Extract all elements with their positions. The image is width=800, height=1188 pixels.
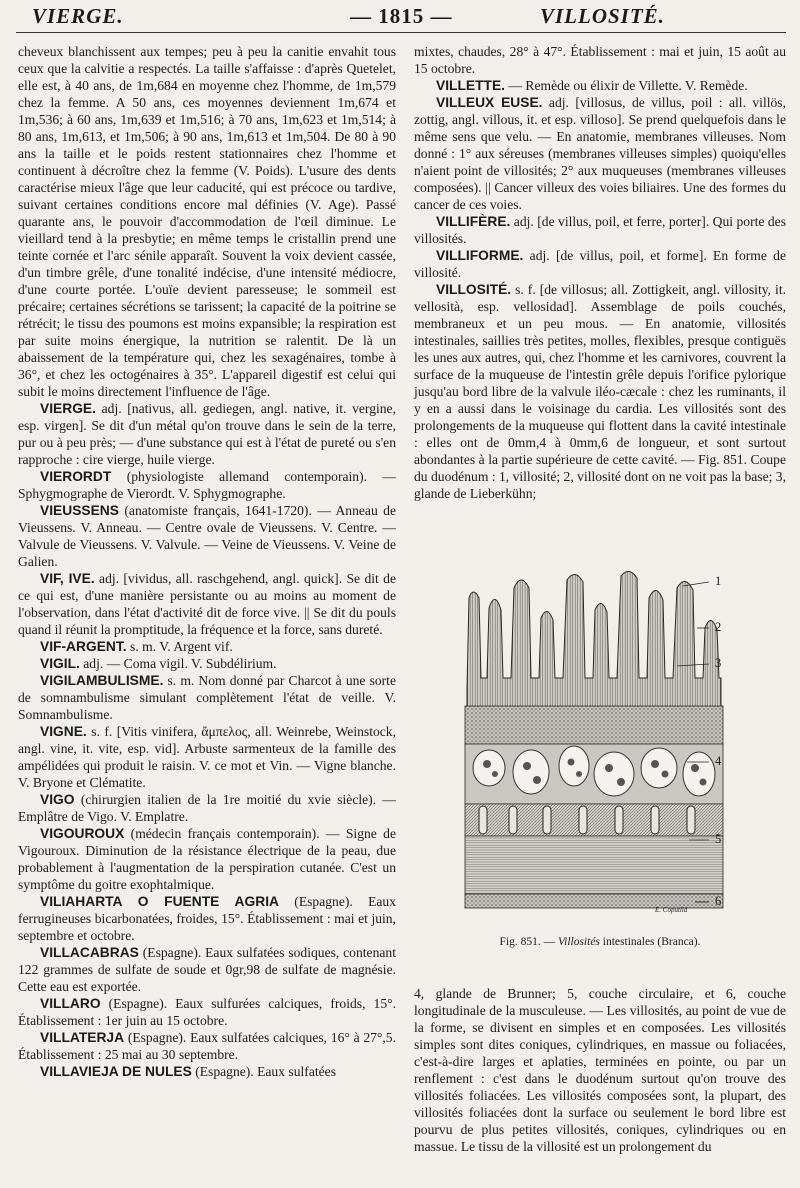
entry-text: (chirurgien italien de la 1re moitié du xvie siècle). — Emplâtre de Vigo. V. Emplatre.	[18, 792, 396, 824]
entry-text: — Remède ou élixir de Villette. V. Remède.	[505, 78, 748, 93]
headword: VIEUSSENS	[40, 503, 119, 518]
headword: VIERGE.	[40, 401, 96, 416]
entry-text: s. f. [de villosus; all. Zottigkeit, angl. villosity, it. vellosità, esp. vellosidad]. Assemblage de poils couchés, membraneux et un peu mous. — En anatomie, villosités intestinales, saillies très petites, molles, flexibles, presque contiguës les unes aux autres, qui, chez l'homme et les carnivores, couvrent la surface de la muqueuse de l'intestin grêle depuis l'orifice pylorique jusqu'au bord libre de la valvule iléo-cæcale : chez les ruminants, il y en a aussi dans le voisinage du cardia. Les villosités sont des prolongements de la muqueuse qui flottent dans la cavité intestinale : elles ont de 0mm,4 à 0mm,6 de longueur, et sont surtout abondantes à la partie supérieure de cette cavité. — Fig. 851. Coupe du duodénum : 1, villosité; 2, villosité dont on ne voit pas la base; 3, glande de Lieberkühn;	[414, 282, 786, 501]
header-right-word: VILLOSITÉ.	[540, 4, 665, 28]
entry-villavieja	[18, 1063, 396, 1080]
headword: VIF-ARGENT.	[40, 639, 127, 654]
entry-text: (Espagne). Eaux sulfatées calciques, 16° à 27°,5. Établissement : 25 mai au 30 septembre.	[18, 1030, 396, 1062]
submucosa-layer	[465, 804, 723, 836]
headword: VILLIFORME.	[436, 248, 524, 263]
headword: VILLOSITÉ.	[436, 282, 512, 297]
headword: VILLARO	[40, 996, 101, 1011]
entry-text: (Espagne). Eaux sulfatées sodiques, contenant 122 grammes de sulfate de soude et 0gr,98 de sulfate de magnésie. Cette eau est exportée.	[18, 945, 396, 994]
entry-villette	[414, 77, 786, 94]
entry-text: (médecin français contemporain). — Signe de Vigouroux. Diminution de la résistance électrique de la peau, due probablement à l'augmentation de la perspiration cutanée. C'est un symptôme du goitre exophtalmique.	[18, 826, 396, 892]
header-rule	[16, 32, 786, 33]
entry-villacabras	[18, 944, 396, 995]
caption-prefix: Fig. 851. —	[499, 936, 558, 948]
left-column	[18, 43, 396, 1080]
right-column-top	[414, 43, 786, 502]
entry-text: adj. [de villus, poil, et ferre, porter]. Qui porte des villosités.	[414, 214, 786, 246]
entry-vigne	[18, 723, 396, 791]
entry-viliaharta	[18, 893, 396, 944]
headword: VILLAVIEJA DE NULES	[40, 1064, 192, 1079]
right-column-bottom	[414, 985, 786, 1155]
entry-text: (Espagne). Eaux sulfatées	[191, 1064, 336, 1079]
entry-vieussens	[18, 502, 396, 570]
headword: VILLIFÈRE.	[436, 214, 511, 229]
entry-vigo	[18, 791, 396, 825]
running-header	[0, 4, 800, 32]
entry-continuation-bottom: 4, glande de Brunner; 5, couche circulaire, et 6, couche longitudinale de la musculeuse. — Les villosités, au point de vue de la forme, se divisent en simples et en composées. Les villosités simples sont dites coniques, cylindriques, en massue ou foliacées, c'est-à-dire larges et aplaties, terminées en pointe, ou par un renflement : c'est dans le duodénum surtout qu'on trouve des villosités foliacées. Les villosités composées sont, la plupart, des villosités foliacées dont la surface ou seulement le bord libre est pourvu de plus petites villosités, coniques, cylindriques ou en massue. Le tissu de la villosité est un prolongement du	[414, 986, 786, 1154]
headword: VIF, IVE.	[40, 571, 95, 586]
headword: VILLATERJA	[40, 1030, 125, 1045]
figure-label-6: 6	[715, 894, 722, 908]
lieberkuhn-glands-layer	[465, 706, 723, 746]
headword: VILIAHARTA O FUENTE AGRIA	[40, 894, 280, 909]
entry-text: s. m. V. Argent vif.	[126, 639, 233, 654]
engraver-signature: E. Coputlid	[655, 906, 688, 914]
headword: VIGIL.	[40, 656, 80, 671]
entry-vif-argent	[18, 638, 396, 655]
entry-vierge	[18, 400, 396, 468]
duodenum-section-illustration	[459, 568, 749, 920]
headword: VIGNE.	[40, 724, 87, 739]
entry-text: adj. [de villus, poil, et forme]. En forme de villosité.	[414, 248, 786, 280]
figure-label-2: 2	[715, 620, 722, 634]
entry-villosite	[414, 281, 786, 502]
headword: VILLEUX EUSE.	[436, 95, 543, 110]
entry-text: adj. [vividus, all. raschgehend, angl. quick]. Se dit de ce qui est, d'une manière persistante ou au moins au moment de l'observation, dans l'état d'activité dit de force vive. || Se dit du pouls quand il réunit la promptitude, la fréquence et la force, sans dureté.	[18, 571, 397, 637]
entry-text: adj. [villosus, de villus, poil : all. villös, zottig, angl. villous, it. et esp. villoso]. Se prend quelquefois dans le même sens que velu. — En anatomie, membranes villeuses. Nom donné : 1° aux séreuses (membranes villeuses simples) quoiqu'elles n'aient point de villosités; 2° aux muqueuses (membranes villeuses composées). || Cancer villeux des voies biliaires. Une des formes du cancer de ces voies.	[414, 95, 786, 212]
brunner-glands-layer	[465, 744, 723, 804]
figure-label-5: 5	[715, 832, 722, 846]
entry-villiforme	[414, 247, 786, 281]
entry-vierordt	[18, 468, 396, 502]
headword: VIERORDT	[40, 469, 112, 484]
header-left-word: VIERGE.	[32, 4, 124, 28]
entry-continuation: cheveux blanchissent aux tempes; peu à peu la canitie envahit tous ceux que la calvitie a respectés. La taille s'affaisse : d'après Quetelet, elle est, à 40 ans, de 1m,684 en moyenne chez l'homme, de 1m,579 chez la femme. A 50 ans, ces moyennes deviennent 1m,674 et 1m,536; à 60 ans, 1m,639 et 1m,516; à 70 ans, 1m,623 et 1m,514; à 80 ans, 1m,613, et 1m,506; à 90 ans, 1m,613 et 1m,504. De 80 à 90 ans la taille et le poids restent stationnaires chez l'homme et continuent à décroître chez la femme (V. Poids). L'usure des dents caractérise mieux l'âge que leur caducité, qui est précoce ou tardive, suivant certaines conditions encore mal définies (V. Age). Passé quarante ans, le pouvoir d'accommodation de l'œil diminue. Le vieillard tend à la presbytie; en même temps le cristallin prend une teinte cornée et l'arc sénile apparaît. Souvent la voix devient cassée, d'un timbre grêle, d'une tonalité indécise, d'une intensité médiocre, d'une courte portée. L'ouïe devient paresseuse; le sommeil est précaire; certaines sécrétions se tarissent; la capacité de la poitrine se rétrécit; le tissu des poumons est moins expansible; la respiration est par suite moins énergique, la nutrition se ralentit. De là un abaissement de la température qui, chez les sexagénaires, tombe à 36°, et chez les octogénaires à 35°. L'appareil digestif est celui qui subit le moins directement l'influence de l'âge.	[18, 44, 396, 399]
caption-italic: Villosités	[557, 936, 600, 948]
figure-caption	[414, 936, 786, 948]
entry-continuation: mixtes, chaudes, 28° à 47°. Établissement : mai et juin, 15 août au 15 octobre.	[414, 44, 786, 76]
entry-text: s. m. Nom donné par Charcot à une sorte de somnambulisme simulant complètement l'état de veille. V. Somnambulisme.	[18, 673, 396, 722]
figure-label-4: 4	[715, 754, 722, 768]
caption-suffix: intestinales (Branca).	[599, 936, 701, 948]
entry-text: (physiologiste allemand contemporain). — Sphygmographe de Vierordt. V. Sphygmographe.	[18, 469, 396, 501]
headword: VILLETTE.	[436, 78, 505, 93]
entry-vigilambulisme	[18, 672, 396, 723]
page-number: — 1815 —	[350, 4, 453, 28]
entry-text: (Espagne). Eaux sulfurées calciques, froids, 15°. Établissement : 1er juin au 15 octobre.	[18, 996, 396, 1028]
entry-vigouroux	[18, 825, 396, 893]
headword: VIGO	[40, 792, 75, 807]
circular-muscle-layer	[465, 836, 723, 894]
entry-text: (Espagne). Eaux ferrugineuses bicarbonatées, froides, 15°. Établissement : mai et juin, septembre et octobre.	[18, 894, 397, 943]
entry-text: adj. — Coma vigil. V. Subdélirium.	[79, 656, 277, 671]
headword: VILLACABRAS	[40, 945, 139, 960]
entry-villifere	[414, 213, 786, 247]
entry-villaro	[18, 995, 396, 1029]
entry-text: (anatomiste français, 1641-1720). — Anneau de Vieussens. V. Anneau. — Centre ovale de Vieussens. V. Centre. — Valvule de Vieussens. V. Valvule. — Veine de Vieussens. V. Veine de Galien.	[18, 503, 396, 569]
figure-label-3: 3	[715, 656, 722, 670]
entry-vif	[18, 570, 396, 638]
figure-label-1: 1	[715, 574, 722, 588]
entry-vigil	[18, 655, 396, 672]
villi-layer	[467, 571, 721, 708]
headword: VIGILAMBULISME.	[40, 673, 164, 688]
entry-villeux	[414, 94, 786, 213]
headword: VIGOUROUX	[40, 826, 125, 841]
entry-text: adj. [nativus, all. gediegen, angl. native, it. vergine, esp. virgen]. Se dit d'un métal qu'on trouve dans le sein de la terre, pur ou à peu près; — d'une substance qui est à l'état de pureté ou s'en rapproche : cire vierge, huile vierge.	[18, 401, 396, 467]
entry-text: s. f. [Vitis vinifera, ἄμπελος, all. Weinrebe, Weinstock, angl. vine, it. vite, esp. vid]. Arbuste sarmenteux de la famille des ampélidées qui produit le raisin. V. ce mot et Vin. — Vigne blanche. V. Bryone et Clématite.	[18, 724, 396, 790]
figure-villosites	[459, 568, 749, 920]
entry-villaterja	[18, 1029, 396, 1063]
